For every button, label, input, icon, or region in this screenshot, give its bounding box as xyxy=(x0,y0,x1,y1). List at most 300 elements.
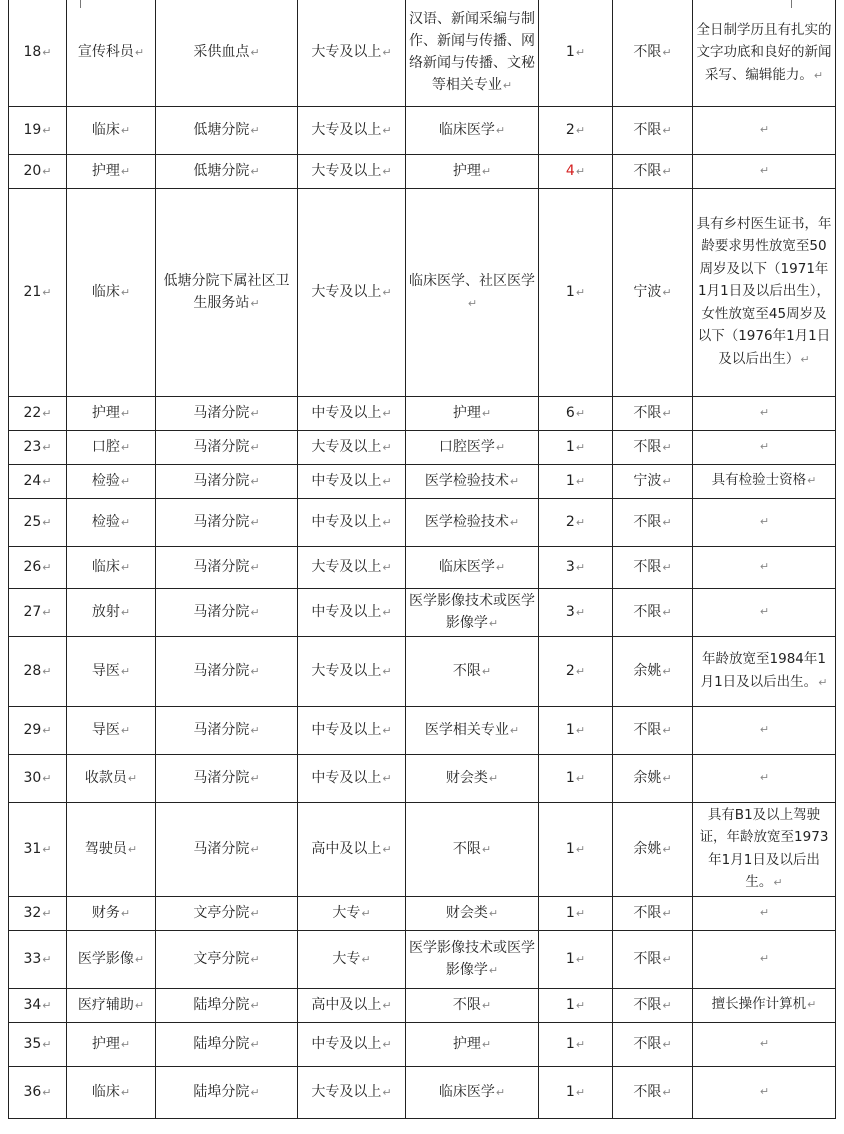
major-text: 医学影像技术或医学影像学 xyxy=(409,592,535,631)
education-cell xyxy=(298,930,406,988)
count-cell xyxy=(539,636,613,706)
region-cell xyxy=(613,930,693,988)
paragraph-mark-icon: ↵ xyxy=(382,1085,392,1099)
unit-cell xyxy=(156,930,298,988)
row-number-text: 26 xyxy=(23,558,42,575)
paragraph-mark-icon: ↵ xyxy=(662,664,672,678)
post-name-cell xyxy=(67,636,156,706)
paragraph-mark-icon: ↵ xyxy=(481,164,492,178)
region-cell xyxy=(613,706,693,754)
paragraph-mark-icon: ↵ xyxy=(120,1085,131,1099)
note-cell xyxy=(693,396,836,430)
unit-text: 马渚分院 xyxy=(193,438,250,455)
paragraph-mark-icon: ↵ xyxy=(807,998,817,1012)
paragraph-mark-icon: ↵ xyxy=(575,664,586,678)
unit-cell xyxy=(156,1022,298,1066)
education-text: 中专及以上 xyxy=(311,472,382,489)
major-text: 不限 xyxy=(452,662,481,679)
education-cell xyxy=(298,988,406,1022)
paragraph-mark-icon: ↵ xyxy=(662,723,672,737)
education-cell xyxy=(298,802,406,896)
paragraph-mark-icon: ↵ xyxy=(662,123,672,137)
region-text: 不限 xyxy=(633,603,662,620)
education-cell xyxy=(298,1066,406,1118)
major-cell xyxy=(406,106,539,154)
post-name-text: 医学影像 xyxy=(77,950,134,967)
note-cell xyxy=(693,588,836,636)
region-text: 不限 xyxy=(633,904,662,921)
region-text: 不限 xyxy=(633,1083,662,1100)
note-text: 具有乡村医生证书，年龄要求男性放宽至50周岁及以下（1971年1月1日及以后出生），女性放宽至45周岁及以下（1976年1月1日及以后出生） xyxy=(696,215,832,367)
paragraph-mark-icon: ↵ xyxy=(250,723,260,737)
paragraph-mark-icon: ↵ xyxy=(42,723,52,737)
post-name-text: 护理 xyxy=(91,162,120,179)
note-text: 全日制学历且有扎实的文字功底和良好的新闻采写、编辑能力。 xyxy=(696,21,832,83)
note-text: 具有检验士资格 xyxy=(711,472,807,489)
table-row xyxy=(9,636,836,706)
row-number-cell xyxy=(9,930,67,988)
region-text: 不限 xyxy=(633,44,662,61)
note-cell xyxy=(693,988,836,1022)
region-cell xyxy=(613,1022,693,1066)
paragraph-mark-icon: ↵ xyxy=(759,406,770,420)
count-text: 3 xyxy=(565,558,575,575)
note-text: 具有B1及以上驾驶证，年龄放宽至1973年1月1日及以后出生。 xyxy=(699,806,829,890)
table-row xyxy=(9,588,836,636)
unit-cell xyxy=(156,106,298,154)
paragraph-mark-icon: ↵ xyxy=(662,46,672,60)
region-text: 宁波 xyxy=(633,472,662,489)
post-name-cell xyxy=(67,706,156,754)
table-row xyxy=(9,988,836,1022)
unit-text: 采供血点 xyxy=(193,44,250,61)
paragraph-mark-icon: ↵ xyxy=(759,952,770,966)
paragraph-mark-icon: ↵ xyxy=(382,406,392,420)
post-name-cell xyxy=(67,106,156,154)
unit-cell xyxy=(156,396,298,430)
unit-text: 马渚分院 xyxy=(193,404,250,421)
paragraph-mark-icon: ↵ xyxy=(250,406,260,420)
education-text: 中专及以上 xyxy=(311,769,382,786)
paragraph-mark-icon: ↵ xyxy=(509,723,520,737)
post-name-cell xyxy=(67,754,156,802)
table-row xyxy=(9,1022,836,1066)
table-row xyxy=(9,498,836,546)
paragraph-mark-icon: ↵ xyxy=(127,771,138,785)
unit-cell xyxy=(156,754,298,802)
count-cell xyxy=(539,498,613,546)
unit-cell xyxy=(156,188,298,396)
major-text: 不限 xyxy=(452,996,481,1013)
region-text: 不限 xyxy=(633,1035,662,1052)
unit-cell xyxy=(156,988,298,1022)
region-text: 不限 xyxy=(633,438,662,455)
paragraph-mark-icon: ↵ xyxy=(662,1085,672,1099)
unit-text: 马渚分院 xyxy=(193,603,250,620)
major-cell xyxy=(406,498,539,546)
note-text: 擅长操作计算机 xyxy=(711,996,807,1013)
table-row xyxy=(9,0,836,106)
row-number-cell xyxy=(9,188,67,396)
count-cell xyxy=(539,464,613,498)
paragraph-mark-icon: ↵ xyxy=(120,123,131,137)
education-text: 大专及以上 xyxy=(311,121,382,138)
region-cell xyxy=(613,188,693,396)
post-name-cell xyxy=(67,802,156,896)
paragraph-mark-icon: ↵ xyxy=(42,515,52,529)
row-number-cell xyxy=(9,396,67,430)
paragraph-mark-icon: ↵ xyxy=(662,771,672,785)
table-row xyxy=(9,896,836,930)
count-text: 4 xyxy=(565,162,575,179)
count-cell xyxy=(539,802,613,896)
row-number-text: 19 xyxy=(23,121,42,138)
count-text: 1 xyxy=(565,438,575,455)
row-number-cell xyxy=(9,754,67,802)
note-cell xyxy=(693,1066,836,1118)
paragraph-mark-icon: ↵ xyxy=(42,952,52,966)
major-cell xyxy=(406,636,539,706)
table-row xyxy=(9,188,836,396)
row-number-cell xyxy=(9,636,67,706)
paragraph-mark-icon: ↵ xyxy=(575,952,586,966)
paragraph-mark-icon: ↵ xyxy=(488,616,499,630)
count-cell xyxy=(539,1022,613,1066)
row-number-cell xyxy=(9,1066,67,1118)
count-text: 2 xyxy=(565,121,575,138)
education-text: 大专及以上 xyxy=(311,438,382,455)
paragraph-mark-icon: ↵ xyxy=(575,605,586,619)
education-text: 大专及以上 xyxy=(311,662,382,679)
unit-text: 马渚分院 xyxy=(193,721,250,738)
region-text: 余姚 xyxy=(633,662,662,679)
paragraph-mark-icon: ↵ xyxy=(250,1037,260,1051)
paragraph-mark-icon: ↵ xyxy=(495,440,506,454)
post-name-text: 放射 xyxy=(91,603,120,620)
education-cell xyxy=(298,636,406,706)
row-number-text: 24 xyxy=(23,472,42,489)
paragraph-mark-icon: ↵ xyxy=(250,771,260,785)
paragraph-mark-icon: ↵ xyxy=(250,164,260,178)
major-text: 汉语、新闻采编与制作、新闻与传播、网络新闻与传播、文秘等相关专业 xyxy=(409,11,535,94)
paragraph-mark-icon: ↵ xyxy=(382,560,392,574)
row-number-text: 29 xyxy=(23,721,42,738)
post-name-cell xyxy=(67,930,156,988)
paragraph-mark-icon: ↵ xyxy=(575,771,586,785)
paragraph-mark-icon: ↵ xyxy=(120,164,131,178)
region-cell xyxy=(613,1066,693,1118)
paragraph-mark-icon: ↵ xyxy=(575,906,586,920)
region-cell xyxy=(613,754,693,802)
paragraph-mark-icon: ↵ xyxy=(120,723,131,737)
region-text: 宁波 xyxy=(633,283,662,300)
major-cell xyxy=(406,1022,539,1066)
paragraph-mark-icon: ↵ xyxy=(662,560,672,574)
education-text: 大专及以上 xyxy=(311,162,382,179)
row-number-text: 35 xyxy=(23,1035,42,1052)
education-cell xyxy=(298,106,406,154)
major-cell xyxy=(406,1066,539,1118)
paragraph-mark-icon: ↵ xyxy=(818,675,828,689)
paragraph-mark-icon: ↵ xyxy=(575,406,586,420)
table-row xyxy=(9,396,836,430)
count-text: 1 xyxy=(565,1083,575,1100)
education-cell xyxy=(298,396,406,430)
row-number-cell xyxy=(9,988,67,1022)
count-text: 1 xyxy=(565,996,575,1013)
education-text: 大专 xyxy=(332,950,361,967)
major-cell xyxy=(406,988,539,1022)
major-cell xyxy=(406,546,539,588)
paragraph-mark-icon: ↵ xyxy=(382,842,392,856)
row-number-cell xyxy=(9,588,67,636)
count-cell xyxy=(539,188,613,396)
row-number-cell xyxy=(9,154,67,188)
note-cell xyxy=(693,154,836,188)
education-text: 中专及以上 xyxy=(311,404,382,421)
unit-cell xyxy=(156,154,298,188)
unit-text: 马渚分院 xyxy=(193,840,250,857)
paragraph-mark-icon: ↵ xyxy=(42,771,52,785)
paragraph-mark-icon: ↵ xyxy=(759,440,770,454)
row-number-cell xyxy=(9,498,67,546)
region-text: 不限 xyxy=(633,721,662,738)
paragraph-mark-icon: ↵ xyxy=(495,123,506,137)
education-cell xyxy=(298,1022,406,1066)
row-number-text: 28 xyxy=(23,662,42,679)
paragraph-mark-icon: ↵ xyxy=(382,515,392,529)
post-name-text: 口腔 xyxy=(91,438,120,455)
major-cell xyxy=(406,430,539,464)
region-cell xyxy=(613,588,693,636)
note-cell xyxy=(693,706,836,754)
post-name-cell xyxy=(67,988,156,1022)
major-cell xyxy=(406,154,539,188)
post-name-text: 驾驶员 xyxy=(84,840,127,857)
note-cell xyxy=(693,188,836,396)
paragraph-mark-icon: ↵ xyxy=(382,605,392,619)
paragraph-mark-icon: ↵ xyxy=(250,664,260,678)
paragraph-mark-icon: ↵ xyxy=(382,440,392,454)
region-text: 余姚 xyxy=(633,840,662,857)
paragraph-mark-icon: ↵ xyxy=(800,352,810,366)
paragraph-mark-icon: ↵ xyxy=(42,1037,52,1051)
paragraph-mark-icon: ↵ xyxy=(382,998,392,1012)
unit-text: 低塘分院 xyxy=(193,121,250,138)
paragraph-mark-icon: ↵ xyxy=(250,842,260,856)
count-cell xyxy=(539,588,613,636)
post-name-cell xyxy=(67,154,156,188)
post-name-cell xyxy=(67,1022,156,1066)
paragraph-mark-icon: ↵ xyxy=(120,664,131,678)
paragraph-mark-icon: ↵ xyxy=(662,906,672,920)
paragraph-mark-icon: ↵ xyxy=(759,560,770,574)
paragraph-mark-icon: ↵ xyxy=(662,440,672,454)
count-text: 2 xyxy=(565,662,575,679)
unit-text: 马渚分院 xyxy=(193,769,250,786)
unit-text: 马渚分院 xyxy=(193,558,250,575)
paragraph-mark-icon: ↵ xyxy=(42,164,52,178)
count-cell xyxy=(539,896,613,930)
paragraph-mark-icon: ↵ xyxy=(42,1085,52,1099)
paragraph-mark-icon: ↵ xyxy=(575,1085,586,1099)
unit-cell xyxy=(156,1066,298,1118)
education-text: 中专及以上 xyxy=(311,1035,382,1052)
paragraph-mark-icon: ↵ xyxy=(120,515,131,529)
paragraph-mark-icon: ↵ xyxy=(250,46,260,60)
note-cell xyxy=(693,802,836,896)
paragraph-mark-icon: ↵ xyxy=(250,1085,260,1099)
paragraph-mark-icon: ↵ xyxy=(42,906,52,920)
table-row xyxy=(9,106,836,154)
paragraph-mark-icon: ↵ xyxy=(575,515,586,529)
region-cell xyxy=(613,154,693,188)
education-text: 大专及以上 xyxy=(311,1083,382,1100)
paragraph-mark-icon: ↵ xyxy=(481,664,492,678)
post-name-text: 导医 xyxy=(91,662,120,679)
education-cell xyxy=(298,546,406,588)
paragraph-mark-icon: ↵ xyxy=(495,1085,506,1099)
paragraph-mark-icon: ↵ xyxy=(42,560,52,574)
paragraph-mark-icon: ↵ xyxy=(813,68,824,82)
unit-text: 马渚分院 xyxy=(193,513,250,530)
row-number-text: 18 xyxy=(23,44,42,61)
table-row xyxy=(9,430,836,464)
major-text: 临床医学、社区医学 xyxy=(409,272,535,289)
education-cell xyxy=(298,896,406,930)
unit-cell xyxy=(156,588,298,636)
region-text: 余姚 xyxy=(633,769,662,786)
paragraph-mark-icon: ↵ xyxy=(120,285,131,299)
row-number-text: 33 xyxy=(23,950,42,967)
education-text: 中专及以上 xyxy=(311,513,382,530)
count-cell xyxy=(539,930,613,988)
note-cell xyxy=(693,896,836,930)
paragraph-mark-icon: ↵ xyxy=(250,296,260,310)
region-cell xyxy=(613,802,693,896)
unit-cell xyxy=(156,802,298,896)
major-text: 护理 xyxy=(452,404,481,421)
paragraph-mark-icon: ↵ xyxy=(662,998,672,1012)
paragraph-mark-icon: ↵ xyxy=(42,664,52,678)
major-cell xyxy=(406,464,539,498)
major-text: 临床医学 xyxy=(438,121,495,138)
education-cell xyxy=(298,188,406,396)
region-text: 不限 xyxy=(633,996,662,1013)
education-text: 高中及以上 xyxy=(311,996,382,1013)
paragraph-mark-icon: ↵ xyxy=(382,164,392,178)
unit-text: 陆埠分院 xyxy=(193,1035,250,1052)
post-name-text: 收款员 xyxy=(84,769,127,786)
row-number-cell xyxy=(9,1022,67,1066)
paragraph-mark-icon: ↵ xyxy=(42,474,52,488)
count-cell xyxy=(539,106,613,154)
paragraph-mark-icon: ↵ xyxy=(42,440,52,454)
education-cell xyxy=(298,588,406,636)
paragraph-mark-icon: ↵ xyxy=(120,605,131,619)
paragraph-mark-icon: ↵ xyxy=(759,605,770,619)
paragraph-mark-icon: ↵ xyxy=(382,46,392,60)
region-cell xyxy=(613,988,693,1022)
count-text: 1 xyxy=(565,44,575,61)
major-text: 临床医学 xyxy=(438,1083,495,1100)
unit-cell xyxy=(156,546,298,588)
unit-text: 低塘分院下属社区卫生服务站 xyxy=(163,272,290,311)
table-row xyxy=(9,754,836,802)
paragraph-mark-icon: ↵ xyxy=(467,296,478,310)
paragraph-mark-icon: ↵ xyxy=(773,876,783,889)
paragraph-mark-icon: ↵ xyxy=(250,952,260,966)
major-cell xyxy=(406,396,539,430)
education-text: 中专及以上 xyxy=(311,721,382,738)
paragraph-mark-icon: ↵ xyxy=(42,285,52,299)
count-text: 1 xyxy=(565,840,575,857)
paragraph-mark-icon: ↵ xyxy=(481,406,492,420)
post-name-cell xyxy=(67,896,156,930)
region-cell xyxy=(613,0,693,106)
paragraph-mark-icon: ↵ xyxy=(575,46,586,60)
count-cell xyxy=(539,546,613,588)
paragraph-mark-icon: ↵ xyxy=(250,560,260,574)
major-text: 临床医学 xyxy=(438,558,495,575)
paragraph-mark-icon: ↵ xyxy=(250,440,260,454)
major-cell xyxy=(406,802,539,896)
unit-text: 陆埠分院 xyxy=(193,1083,250,1100)
post-name-cell xyxy=(67,396,156,430)
major-text: 财会类 xyxy=(445,904,488,921)
major-cell xyxy=(406,896,539,930)
paragraph-mark-icon: ↵ xyxy=(759,515,770,529)
paragraph-mark-icon: ↵ xyxy=(42,406,52,420)
major-text: 财会类 xyxy=(445,769,488,786)
paragraph-mark-icon: ↵ xyxy=(759,906,770,920)
paragraph-mark-icon: ↵ xyxy=(662,515,672,529)
major-text: 医学影像技术或医学影像学 xyxy=(409,939,535,978)
paragraph-mark-icon: ↵ xyxy=(382,1037,392,1051)
region-cell xyxy=(613,636,693,706)
paragraph-mark-icon: ↵ xyxy=(42,123,52,137)
paragraph-mark-icon: ↵ xyxy=(488,771,499,785)
region-cell xyxy=(613,396,693,430)
count-text: 1 xyxy=(565,472,575,489)
note-cell xyxy=(693,546,836,588)
row-number-text: 27 xyxy=(23,603,42,620)
paragraph-mark-icon: ↵ xyxy=(250,515,260,529)
paragraph-mark-icon: ↵ xyxy=(120,560,131,574)
education-cell xyxy=(298,464,406,498)
post-name-cell xyxy=(67,430,156,464)
row-number-cell xyxy=(9,546,67,588)
paragraph-mark-icon: ↵ xyxy=(382,474,392,488)
table-row xyxy=(9,464,836,498)
paragraph-mark-icon: ↵ xyxy=(134,998,145,1012)
region-cell xyxy=(613,896,693,930)
paragraph-mark-icon: ↵ xyxy=(662,474,672,488)
paragraph-mark-icon: ↵ xyxy=(662,952,672,966)
major-text: 护理 xyxy=(452,1035,481,1052)
row-number-cell xyxy=(9,802,67,896)
count-cell xyxy=(539,0,613,106)
count-cell xyxy=(539,1066,613,1118)
paragraph-mark-icon: ↵ xyxy=(575,440,586,454)
education-cell xyxy=(298,498,406,546)
row-number-text: 22 xyxy=(23,404,42,421)
education-text: 高中及以上 xyxy=(311,840,382,857)
region-cell xyxy=(613,430,693,464)
count-text: 2 xyxy=(565,513,575,530)
row-number-text: 32 xyxy=(23,904,42,921)
paragraph-mark-icon: ↵ xyxy=(575,842,586,856)
